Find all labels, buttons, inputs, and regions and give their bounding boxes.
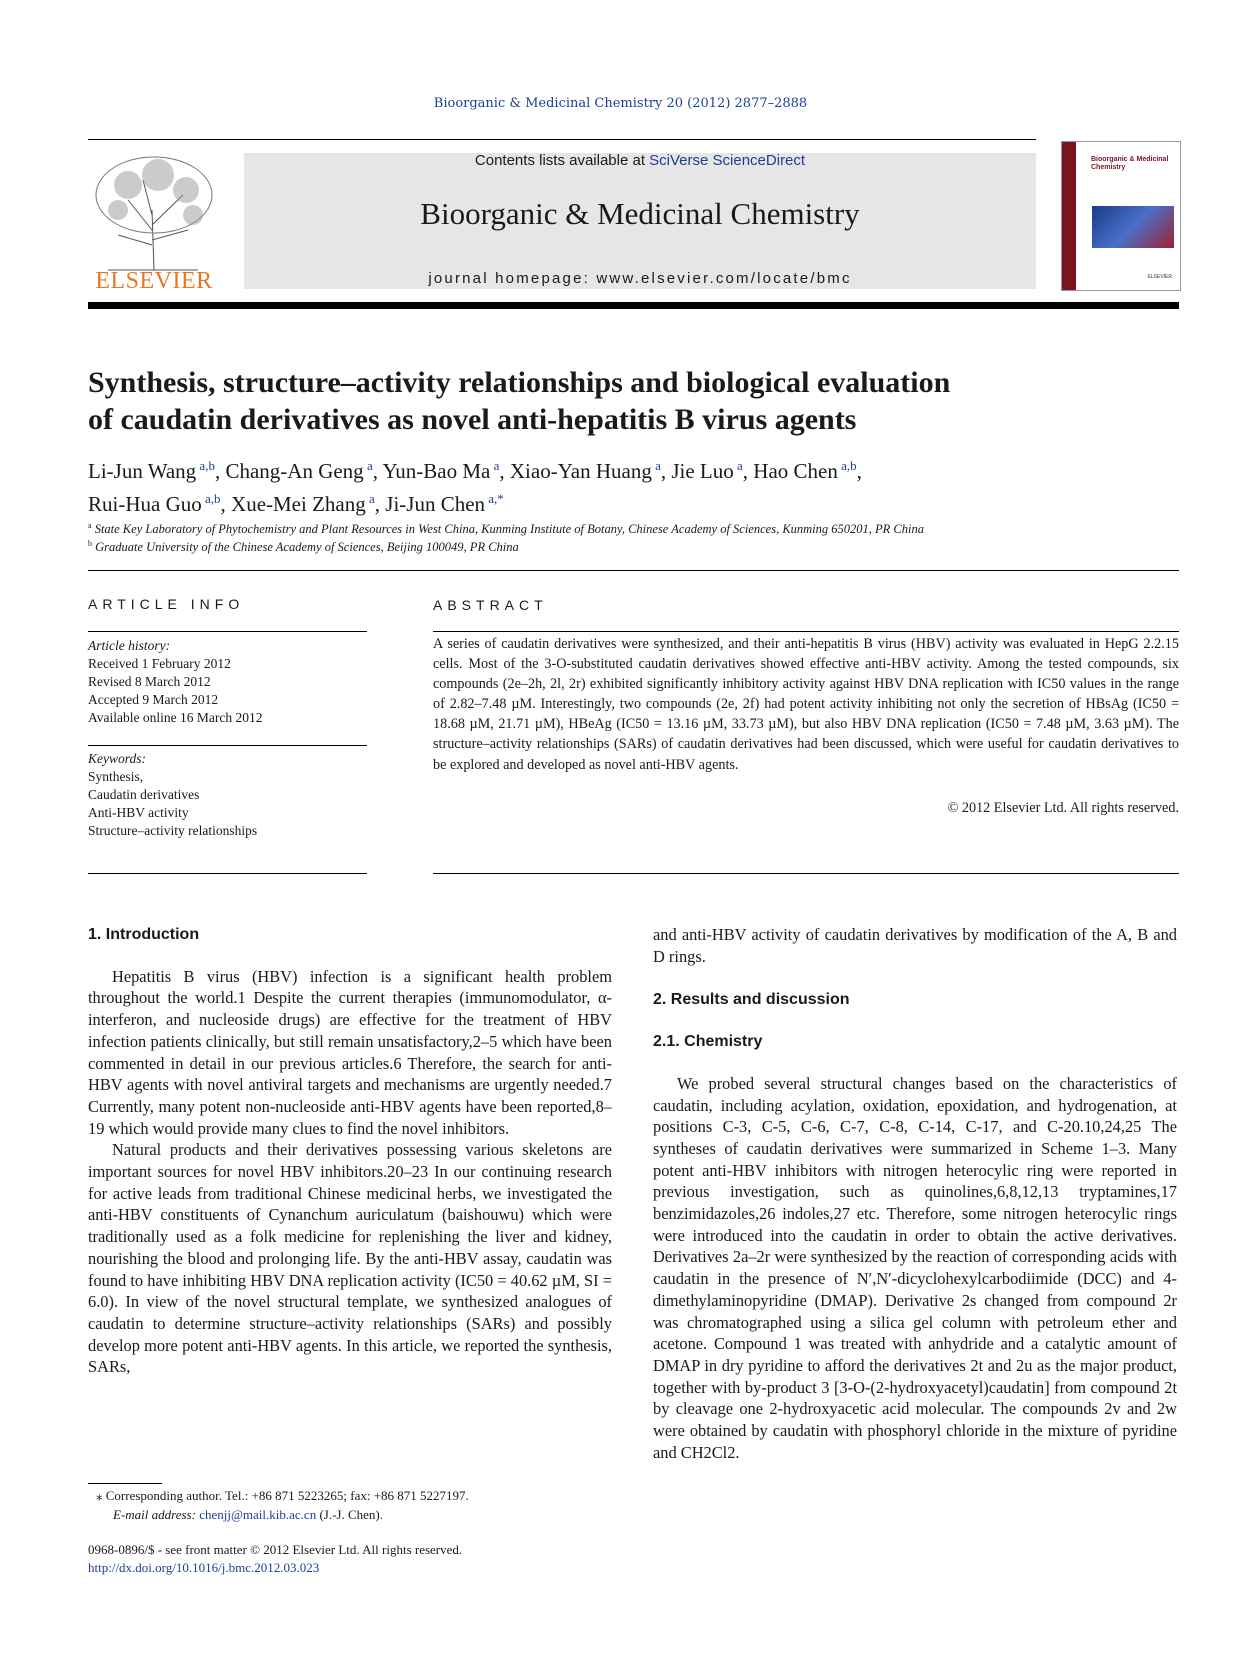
keyword-item: Caudatin derivatives — [88, 787, 200, 802]
author-name: Yun-Bao Ma — [382, 459, 491, 483]
history-online: Available online 16 March 2012 — [88, 710, 263, 725]
history-received: Received 1 February 2012 — [88, 656, 231, 671]
author-affiliation-mark[interactable]: a — [365, 491, 375, 506]
intro-continuation: and anti-HBV activity of caudatin derivatives by modification of the A, B and D rings. — [653, 925, 1177, 966]
cover-title: Bioorganic & Medicinal Chemistry — [1091, 156, 1169, 171]
author-affiliation-mark[interactable]: a — [490, 458, 500, 473]
header-rule-thick — [88, 302, 1179, 309]
authors-line-1: Li-Jun Wang $^{a,b}$, Chang-An Geng $^a$, Yun-Bao Ma $^a$, Xiao-Yan Huang $^a$, Jie Luo $^a$, Hao Chen $^{a,b}$, — [88, 458, 862, 483]
affiliation-b: $^b$ Graduate University of the Chinese Academy of Sciences, Beijing 100049, PR China — [88, 539, 519, 555]
author-name: Rui-Hua Guo — [88, 492, 202, 516]
intro-paragraph-2: Natural products and their derivatives possessing various skeletons are important sources for novel HBV inhibitors.20–23 In our continuing research for active leads from traditional Chinese medicinal herbs, we investigated the anti-HBV constituents of Cynanchum auriculatum (baishouwu) which were traditionally used as a folk medicine for replenishing the liver and kidney, nourishing the blood and prolonging life. By the anti-HBV assay, caudatin was found to have inhibiting HBV DNA replication activity (IC50 = 40.62 µM, SI = 6.0). In view of the novel structural template, we synthesized analogues of caudatin to determine structure–activity relationships (SARs) and possibly develop more potent anti-HBV agents. In this article, we reported the synthesis, SARs, — [88, 1140, 612, 1377]
journal-title: Bioorganic & Medicinal Chemistry — [420, 196, 860, 231]
author-name: Hao Chen — [753, 459, 838, 483]
article-info-heading: ARTICLE INFO — [88, 596, 245, 612]
info-rule-1 — [88, 631, 367, 632]
abstract-copyright: © 2012 Elsevier Ltd. All rights reserved. — [947, 800, 1179, 816]
corresponding-author-note: ⁎ Corresponding author. Tel.: +86 871 5223265; fax: +86 871 5227197. — [96, 1488, 469, 1503]
authors-line-2: Rui-Hua Guo $^{a,b}$, Xue-Mei Zhang $^a$, Ji-Jun Chen $^{a,*}$ — [88, 491, 504, 516]
body-right-column — [653, 924, 1177, 1463]
author-affiliation-mark[interactable]: a,b — [837, 458, 857, 473]
author-name: Xiao-Yan Huang — [509, 459, 652, 483]
intro-paragraph-1: Hepatitis B virus (HBV) infection is a significant health problem throughout the world.1 Despite the current therapies (immunomodulator, α-interferon, and nucleoside drugs) are effective for the treatment of HBV infection patients clinically, but still remain unsatisfactory,2–5 which have been commented in detail in our previous articles.6 Therefore, the search for anti-HBV agents with novel antiviral targets and mechanisms are urgently needed.7 Currently, many potent non-nucleoside anti-HBV agents have been reported,8–19 which would provide many clues to find the novel inhibitors. — [88, 966, 612, 1138]
article-history: Article history: Received 1 February 2012 Revised 8 March 2012 Accepted 9 March 2012 Available online 16 March 2012 — [88, 637, 368, 727]
affiliation-a: $^a$ State Key Laboratory of Phytochemistry and Plant Resources in West China, Kunming Institute of Botany, Chinese Academy of Sciences, Kunming 650201, PR China — [88, 521, 924, 537]
keyword-item: Anti-HBV activity — [88, 805, 189, 820]
email-note: E-mail address: chenjj@mail.kib.ac.cn (J.-J. Chen). — [113, 1507, 383, 1522]
author-affiliation-mark[interactable]: a,b — [196, 458, 215, 473]
cover-spine — [1062, 142, 1076, 290]
section-1-heading: 1. Introduction — [88, 926, 200, 943]
author-name: Xue-Mei Zhang — [231, 492, 366, 516]
footnote-rule — [88, 1483, 162, 1484]
front-matter-note: 0968-0896/$ - see front matter © 2012 Elsevier Ltd. All rights reserved. — [88, 1542, 463, 1557]
cover-publisher: ELSEVIER — [1147, 274, 1172, 280]
affiliation-rule — [88, 570, 1179, 571]
author-affiliation-mark[interactable]: a — [651, 458, 661, 473]
abstract-heading: ABSTRACT — [433, 597, 548, 613]
author-name: Li-Jun Wang — [88, 459, 197, 483]
abstract-rule-bottom — [433, 873, 1179, 874]
abstract-rule-top — [433, 631, 1179, 632]
contents-line: Contents lists available at SciVerse ScienceDirect — [474, 152, 806, 169]
info-rule-2 — [88, 745, 367, 746]
journal-homepage[interactable]: journal homepage: www.elsevier.com/locate/bmc — [428, 270, 852, 287]
history-accepted: Accepted 9 March 2012 — [88, 692, 219, 707]
abstract-text: A series of caudatin derivatives were synthesized, and their anti-hepatitis B virus (HBV) activity was evaluated in HepG 2.2.15 cells. Most of the 3-O-substituted caudatin derivatives showed effective anti-HBV activity. Among the tested compounds, six compounds (2e–2h, 2l, 2r) exhibited significantly inhibitory activity against HBV DNA replication with IC50 values in the range of 2.82–7.48 µM. Interestingly, two compounds (2e, 2f) had potent activity inhibiting not only the secretion of HBsAg (IC50 = 18.68 µM, 21.71 µM), HBeAg (IC50 = 13.16 µM, 33.73 µM), but also HBV DNA replication (IC50 = 7.48 µM, 3.63 µM). The structure–activity relationships (SARs) of caudatin derivatives had been discussed, which were useful for caudatin derivatives to be explored and developed as novel anti-HBV agents. — [433, 636, 1179, 773]
doi-link[interactable]: http://dx.doi.org/10.1016/j.bmc.2012.03.023 — [88, 1560, 320, 1575]
keywords: Keywords: Synthesis, Caudatin derivatives Anti-HBV activity Structure–activity relationships — [88, 750, 368, 840]
keyword-item: Structure–activity relationships — [88, 823, 258, 838]
author-name: Ji-Jun Chen — [385, 492, 486, 516]
section-2-heading: 2. Results and discussion — [653, 991, 850, 1009]
elsevier-wordmark[interactable]: ELSEVIER — [95, 268, 213, 294]
keyword-item: Synthesis, — [88, 769, 144, 784]
info-rule-3 — [88, 873, 367, 874]
sciencedirect-link[interactable]: SciVerse ScienceDirect — [649, 152, 806, 169]
author-affiliation-mark[interactable]: a,b — [201, 491, 221, 506]
author-affiliation-mark[interactable]: a — [363, 458, 373, 473]
chemistry-paragraph-1: We probed several structural changes based on the characteristics of caudatin, including acylation, oxidation, epoxidation, and hydrogenation, at positions C-3, C-5, C-6, C-7, C-8, C-14, C-17, and C-20.10,24,25 The syntheses of caudatin derivatives were summarized in Scheme 1–3. Many potent anti-HBV inhibitors with nitrogen heterocylic ring were reported in previous investigation, such as quinolines,6,8,12,13 tryptamines,17 benzimidazoles,26 indoles,27 etc. Therefore, some nitrogen heterocylic rings were introduced into the caudatin in order to obtain the active derivatives. Derivatives 2a–2r were synthesized by the reaction of corresponding acids with caudatin in the presence of N′,N′-dicyclohexylcarbodiimide (DCC) and 4-dimethylaminopyridine (DMAP). Derivative 2s changed from compound 2r was chromatographed using a silica gel column with petroleum ether and acetone. Compound 1 was treated with anhydride and a catalytic amount of DMAP in dry pyridine to afford the derivatives 2t and 2u as the major product, together with by-product 3 [3-O-(2-hydroxyacetyl)caudatin] from compound 2t by cleavage one 2-hydroxyacetic acid molecular. The compounds 2v and 2w were obtained by caudatin with phosphoryl chloride in the mixture of pyridine and CH2Cl2. — [653, 1073, 1177, 1462]
article-title: Synthesis, structure–activity relationships and biological evaluation of caudatin derivatives as novel anti-hepatitis B virus agents — [88, 366, 951, 436]
history-revised: Revised 8 March 2012 — [88, 674, 211, 689]
author-list — [88, 452, 1188, 518]
journal-citation[interactable]: Bioorganic & Medicinal Chemistry 20 (2012) 2877–2888 — [433, 96, 808, 111]
cover-image — [1092, 206, 1174, 248]
body-left-column — [88, 924, 612, 1378]
journal-cover-thumbnail[interactable] — [1061, 141, 1181, 291]
header-rule-thin — [88, 139, 1036, 140]
author-affiliation-mark[interactable]: a — [733, 458, 743, 473]
email-link[interactable]: chenjj@mail.kib.ac.cn — [199, 1507, 317, 1522]
author-affiliation-mark[interactable]: a,* — [485, 491, 504, 506]
author-name: Chang-An Geng — [225, 459, 364, 483]
author-name: Jie Luo — [671, 459, 734, 483]
section-2-1-heading: 2.1. Chemistry — [653, 1033, 763, 1051]
